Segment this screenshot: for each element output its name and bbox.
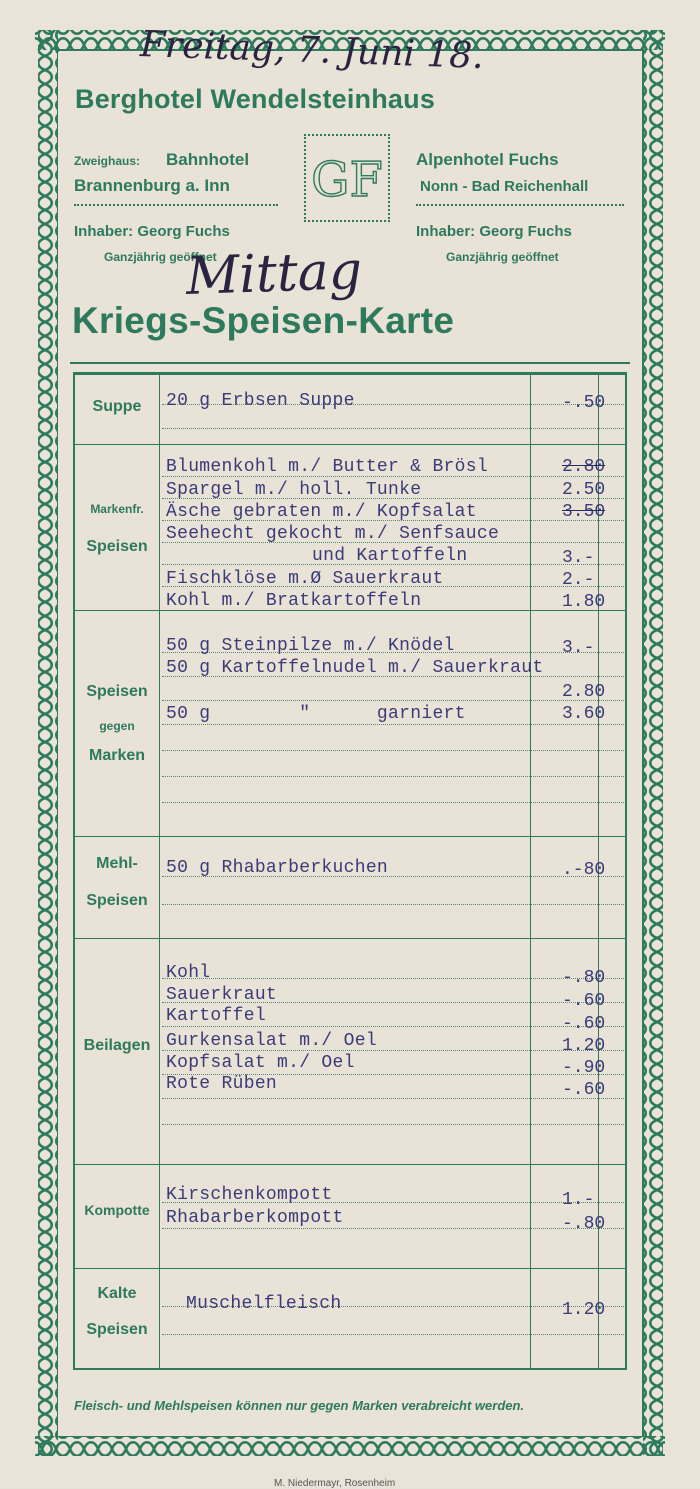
item-price: 2.- (562, 570, 595, 590)
category-beilagen: Beilagen (83, 1037, 151, 1054)
right-divider (416, 204, 624, 206)
item-name: Kartoffel (166, 1006, 266, 1026)
item-price: 2.50 (562, 480, 606, 500)
item-name: Kopfsalat m./ Oel (166, 1053, 355, 1073)
item-name: Kohl (166, 963, 211, 983)
item-price: 3.- (562, 548, 595, 568)
item-price: -.50 (562, 393, 606, 413)
item-name: Rote Rüben (166, 1074, 278, 1094)
item-price: .-80 (562, 860, 606, 880)
category-gegen-line2: gegen (99, 719, 135, 733)
category-mehl-line2: Speisen (86, 892, 148, 909)
item-name: und Kartoffeln (312, 546, 468, 566)
section-separator (75, 836, 625, 837)
menu-title: Kriegs-Speisen-Karte (72, 300, 455, 341)
item-name: 50 g " garniert (166, 704, 466, 724)
item-name: Muschelfleisch (186, 1294, 342, 1314)
item-name: 20 g Erbsen Suppe (166, 391, 355, 411)
section-separator (75, 444, 625, 445)
item-name: Gurkensalat m./ Oel (166, 1031, 377, 1051)
item-price: 1.80 (562, 592, 606, 612)
handwritten-date: Freitag, 7. Juni 18. (139, 24, 485, 77)
left-branch-name: Bahnhotel (166, 150, 250, 169)
item-name: Spargel m./ holl. Tunke (166, 480, 422, 500)
branch-label: Zweighaus: (74, 154, 141, 168)
item-price: 3.60 (562, 704, 606, 724)
printer-imprint: M. Niedermayr, Rosenheim (274, 1478, 396, 1489)
item-price: -.80 (562, 968, 606, 988)
hotel-name: Berghotel Wendelsteinhaus (75, 84, 436, 114)
footer-note: Fleisch- und Mehlspeisen können nur gegen Marken verabreicht werden. (74, 1398, 525, 1413)
item-name: Kirschenkompott (166, 1185, 333, 1205)
item-price: -.60 (562, 1014, 606, 1034)
category-markenfrei-line2: Speisen (86, 538, 148, 555)
monogram-text: GF (311, 152, 383, 208)
item-price: 3.50 (562, 502, 606, 522)
item-name: 50 g Rhabarberkuchen (166, 858, 389, 878)
title-rule (70, 362, 630, 364)
item-name: Blumenkohl m./ Butter & Brösl (166, 457, 488, 477)
left-owner: Inhaber: Georg Fuchs (74, 223, 230, 240)
section-separator (75, 938, 625, 939)
category-suppe: Suppe (92, 398, 142, 415)
right-branch-name: Alpenhotel Fuchs (416, 150, 559, 169)
monogram-gf-icon (306, 136, 388, 220)
category-markenfrei-line1: Markenfr. (90, 502, 144, 516)
price-divider (530, 374, 531, 1368)
category-kalte-line2: Speisen (86, 1321, 148, 1338)
item-name: 50 g Steinpilze m./ Knödel (166, 636, 455, 656)
category-kalte-line1: Kalte (97, 1285, 137, 1302)
item-name: Seehecht gekocht m./ Senfsauce (166, 524, 500, 544)
left-branch-place: Brannenburg a. Inn (74, 176, 230, 195)
item-name: Äsche gebraten m./ Kopfsalat (166, 502, 477, 522)
category-gegen-line1: Speisen (86, 683, 148, 700)
item-price: -.60 (562, 991, 606, 1011)
item-name: Rhabarberkompott (166, 1208, 344, 1228)
item-name: Sauerkraut (166, 985, 278, 1005)
item-price: 1.20 (562, 1036, 606, 1056)
item-price: 3.- (562, 638, 595, 658)
item-price: -.80 (562, 1214, 606, 1234)
monogram-frame (304, 134, 390, 222)
item-price: -.90 (562, 1058, 606, 1078)
left-divider (74, 204, 278, 206)
item-price: 1.20 (562, 1300, 606, 1320)
category-mehl-line1: Mehl- (96, 855, 138, 872)
right-owner: Inhaber: Georg Fuchs (416, 223, 572, 240)
category-kompotte: Kompotte (84, 1202, 150, 1218)
item-name: Kohl m./ Bratkartoffeln (166, 591, 422, 611)
right-branch-place: Nonn - Bad Reichenhall (420, 178, 589, 195)
item-price: -.60 (562, 1080, 606, 1100)
left-open: Ganzjährig geöffnet (104, 250, 217, 264)
item-name: Fischklöse m.Ø Sauerkraut (166, 569, 444, 589)
item-price: 2.80 (562, 682, 606, 702)
item-price: 1.- (562, 1190, 595, 1210)
item-price: 2.80 (562, 457, 606, 477)
item-name: 50 g Kartoffelnudel m./ Sauerkraut (166, 658, 544, 678)
category-gegen-line3: Marken (88, 747, 146, 764)
right-open: Ganzjährig geöffnet (446, 250, 559, 264)
section-separator (75, 1164, 625, 1165)
handwritten-mittag: Mittag (185, 240, 363, 308)
section-separator (75, 1268, 625, 1269)
